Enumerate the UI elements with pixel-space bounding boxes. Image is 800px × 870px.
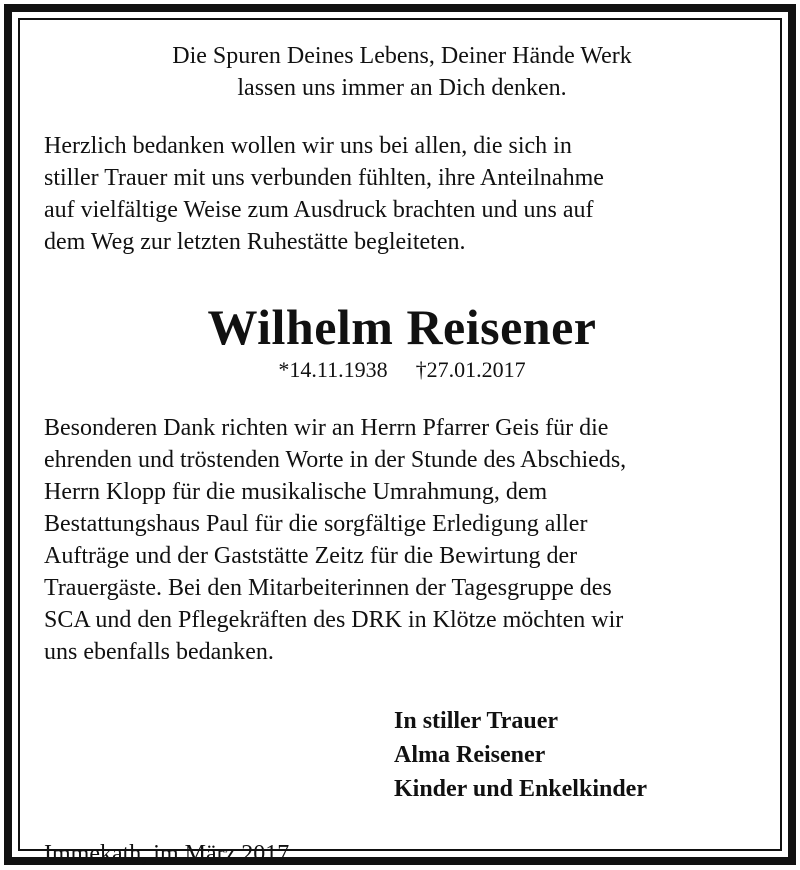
paragraph-line: uns ebenfalls bedanken. xyxy=(44,639,274,665)
motto xyxy=(44,40,760,104)
paragraph-line: auf vielfältige Weise zum Ausdruck brachten und uns auf xyxy=(44,197,594,223)
paragraph-line: dem Weg zur letzten Ruhestätte begleiteten. xyxy=(44,229,466,255)
paragraph-line: Herrn Klopp für die musikalische Umrahmung, dem xyxy=(44,479,548,505)
death-date: †27.01.2017 xyxy=(415,357,526,382)
thanks-intro-paragraph xyxy=(44,130,760,258)
paragraph-line: stiller Trauer mit uns verbunden fühlten, ihre Anteilnahme xyxy=(44,165,604,191)
birth-date: *14.11.1938 xyxy=(278,357,388,382)
paragraph-line: SCA und den Pflegekräften des DRK in Klötze möchten wir xyxy=(44,607,624,633)
paragraph-line: Trauergäste. Bei den Mitarbeiterinnen der Tagesgruppe des xyxy=(44,575,612,601)
signature-line: Alma Reisener xyxy=(394,742,546,768)
life-dates xyxy=(44,356,760,384)
deceased-name: Wilhelm Reisener xyxy=(207,299,597,355)
special-thanks-paragraph xyxy=(44,412,760,668)
motto-line: lassen uns immer an Dich denken. xyxy=(237,75,567,101)
signature-block xyxy=(394,704,760,806)
obituary-notice xyxy=(44,40,760,870)
signature-line: Kinder und Enkelkinder xyxy=(394,776,647,802)
paragraph-line: ehrenden und tröstenden Worte in der Stunde des Abschieds, xyxy=(44,447,627,473)
paragraph-line: Herzlich bedanken wollen wir uns bei allen, die sich in xyxy=(44,133,572,159)
paragraph-line: Aufträge und der Gaststätte Zeitz für die Bewirtung der xyxy=(44,543,578,569)
paragraph-line: Besonderen Dank richten wir an Herrn Pfarrer Geis für die xyxy=(44,415,609,441)
motto-line: Die Spuren Deines Lebens, Deiner Hände Werk xyxy=(172,43,632,69)
place-and-date: Immekath, im März 2017 xyxy=(44,841,290,867)
signature-line: In stiller Trauer xyxy=(394,708,558,734)
paragraph-line: Bestattungshaus Paul für die sorgfältige Erledigung aller xyxy=(44,511,588,537)
